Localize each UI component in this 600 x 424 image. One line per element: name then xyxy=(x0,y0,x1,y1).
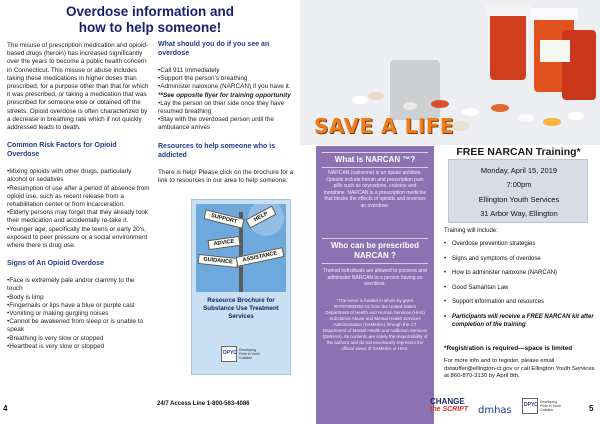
signs-heading: Signs of An Opioid Overdose xyxy=(7,260,104,268)
list-item: •Mixing opioids with other drugs, particularly alcohol or sedatives xyxy=(7,168,132,184)
sign-help: HELP xyxy=(245,206,276,229)
list-item: • Participants will receive a FREE NARCAN kit after completion of the training xyxy=(444,313,594,329)
training-note: **See opposite flyer for training opportunity xyxy=(158,91,291,99)
list-item: • Overdose prevention strategies xyxy=(444,240,594,248)
training-list xyxy=(444,240,594,336)
save-a-life-headline: SAVE A LIFE xyxy=(314,114,455,138)
dpyc-icon: DPYC xyxy=(522,398,538,414)
title-line-2: how to help someone! xyxy=(78,20,222,35)
list-item: •Elderly persons may forget that they already took their medication and accidentally re-take it. xyxy=(7,209,149,225)
list-item: • Support information and resources xyxy=(444,298,594,306)
resource-brochure-label: Resource Brochure for Substance Use Treatment Services xyxy=(203,297,279,320)
dpyc-icon: DPYC xyxy=(221,346,237,362)
what-to-do-list xyxy=(158,67,296,133)
sign-assistance: ASSISTANCE xyxy=(235,247,284,267)
training-title: FREE NARCAN Training* xyxy=(456,146,581,158)
list-item: •Lay the person on their side once they have resumed breathing xyxy=(158,99,285,116)
sign-support: SUPPORT xyxy=(203,209,244,228)
list-item: •Body is limp xyxy=(7,293,44,301)
dmhas-logo: dmhas xyxy=(478,405,512,416)
sponsor-logos xyxy=(430,396,600,424)
dpyc-caption: Developing Pride in Youth Coalition xyxy=(540,400,561,412)
risk-factors-list xyxy=(7,168,150,250)
list-item: •Face is extremely pale and/or clammy to the touch xyxy=(7,277,135,293)
event-address: 31 Arbor Way, Ellington xyxy=(480,209,558,218)
list-item: • Good Samaritan Law xyxy=(444,284,594,292)
resource-brochure-link[interactable] xyxy=(191,199,291,375)
narcan-text: NARCAN (naloxone) is an opiate antidote. Opioids include heroin and prescription pain pills such as oxycodone, codeine and morphine. NARCAN is a prescription medicine that blocks the effects of opioids and reverses an overdose. xyxy=(323,170,427,209)
list-item: •Breathing is very slow or stopped xyxy=(7,334,104,342)
list-item: •Call 911 Immediately xyxy=(158,67,220,74)
list-item: •Vomiting or making gurgling noises xyxy=(7,310,109,318)
signs-list xyxy=(7,277,150,351)
registration-notice: *Registration is required—space is limited xyxy=(444,345,573,352)
resources-text: There is help! Please click on the brochure for a link to resources in our area to help someone. xyxy=(158,168,294,184)
what-to-do-heading: What should you do if you see an overdose xyxy=(158,41,270,57)
title-line-1: Overdose information and xyxy=(65,4,235,19)
right-page xyxy=(300,0,600,424)
page-number: 4 xyxy=(3,404,8,413)
page-number: 5 xyxy=(589,404,594,413)
list-item: •Fingernails or lips have a blue or purple cast xyxy=(7,301,135,309)
risk-factors-heading: Common Risk Factors for Opioid Overdose xyxy=(7,142,117,159)
contact-info: For more info and to register, please email dstauffer@ellington-ct.gov or call Ellington Youth Services at 860-870-3130 by April 8th. xyxy=(444,358,595,380)
dpyc-logo xyxy=(522,398,568,422)
funding-text: *The event is funded in whole by grant #H79TI080302-01 from the United States Department of Health and Human Services (HHS) Substance Abuse and Mental Health Services Administration (SAMHSA) through the CT Department of Mental Health and Addiction Services (DMHAS). Its contents are solely the responsibility of the authors and do not necessarily represent the official views of SAMHSA or HHS. xyxy=(322,298,428,351)
list-item: •Resumption of use after a period of absence from opioid use, such as recent release from a rehabilitation center or from incarceration. xyxy=(7,184,150,209)
list-item: • Signs and symptoms of overdose xyxy=(444,255,594,263)
list-item: •Younger age, specifically the teens or early 20's, exposed to peer pressure or a social environment where there is drug use. xyxy=(7,225,148,250)
list-item: •Support the person's breathing xyxy=(158,75,248,83)
event-details-box xyxy=(448,159,588,223)
change-the-script-logo: CHANGE the SCRIPT xyxy=(430,397,469,413)
list-item: • How to administer naloxone (NARCAN) xyxy=(444,269,594,277)
list-item: •Cannot be awakened from sleep or is unable to speak xyxy=(7,318,144,334)
narcan-heading: What is NARCAN ™? xyxy=(322,152,428,168)
left-column xyxy=(7,42,150,351)
page-title xyxy=(0,4,300,36)
event-time: 7:00pm xyxy=(506,180,532,189)
list-item: •Heartbeat is very slow or stopped xyxy=(7,342,105,350)
list-item: •Administer naloxone (NARCAN) if you have it. **See opposite flyer for training opportunity xyxy=(158,83,291,99)
event-date: Monday, April 15, 2019 xyxy=(480,166,558,175)
dpyc-logo xyxy=(221,346,261,370)
event-venue: Ellington Youth Services xyxy=(478,195,560,204)
resources-heading: Resources to help someone who is addicted xyxy=(158,142,276,159)
access-line: 24/7 Access Line 1-800-563-4086 xyxy=(157,401,250,407)
help-signpost-image xyxy=(196,204,286,292)
who-text: Trained individuals are allowed to possess and administer NARCAN to a person having an overdose. xyxy=(323,268,427,287)
right-column xyxy=(158,40,296,185)
who-heading: Who can be prescribed NARCAN ? xyxy=(322,238,428,264)
narcan-info-panel xyxy=(316,146,434,424)
pills-banner-image xyxy=(300,0,600,145)
dpyc-caption: Developing Pride in Youth Coalition xyxy=(239,348,260,360)
list-item: •Stay with the overdosed person until the ambulance arrives xyxy=(158,116,274,132)
sign-advice: ADVICE xyxy=(207,236,240,250)
training-intro: Training will include: xyxy=(444,228,498,234)
sign-guidance: GUIDANCE xyxy=(198,254,239,268)
intro-paragraph: The misuse of prescription medication and opioid-based drugs (heroin) has increased significantly over the years to become a public health concern in Connecticut. This misuse or abuse includes taking these medications in higher doses than prescribed, for a purpose other than that for which it was prescribed, or taking a medication that was prescribed for someone else or obtained off the streets. Opioid overdose is often characterized by a decrease in breathing rate which if not quickly addressed leads to death. xyxy=(7,42,149,132)
